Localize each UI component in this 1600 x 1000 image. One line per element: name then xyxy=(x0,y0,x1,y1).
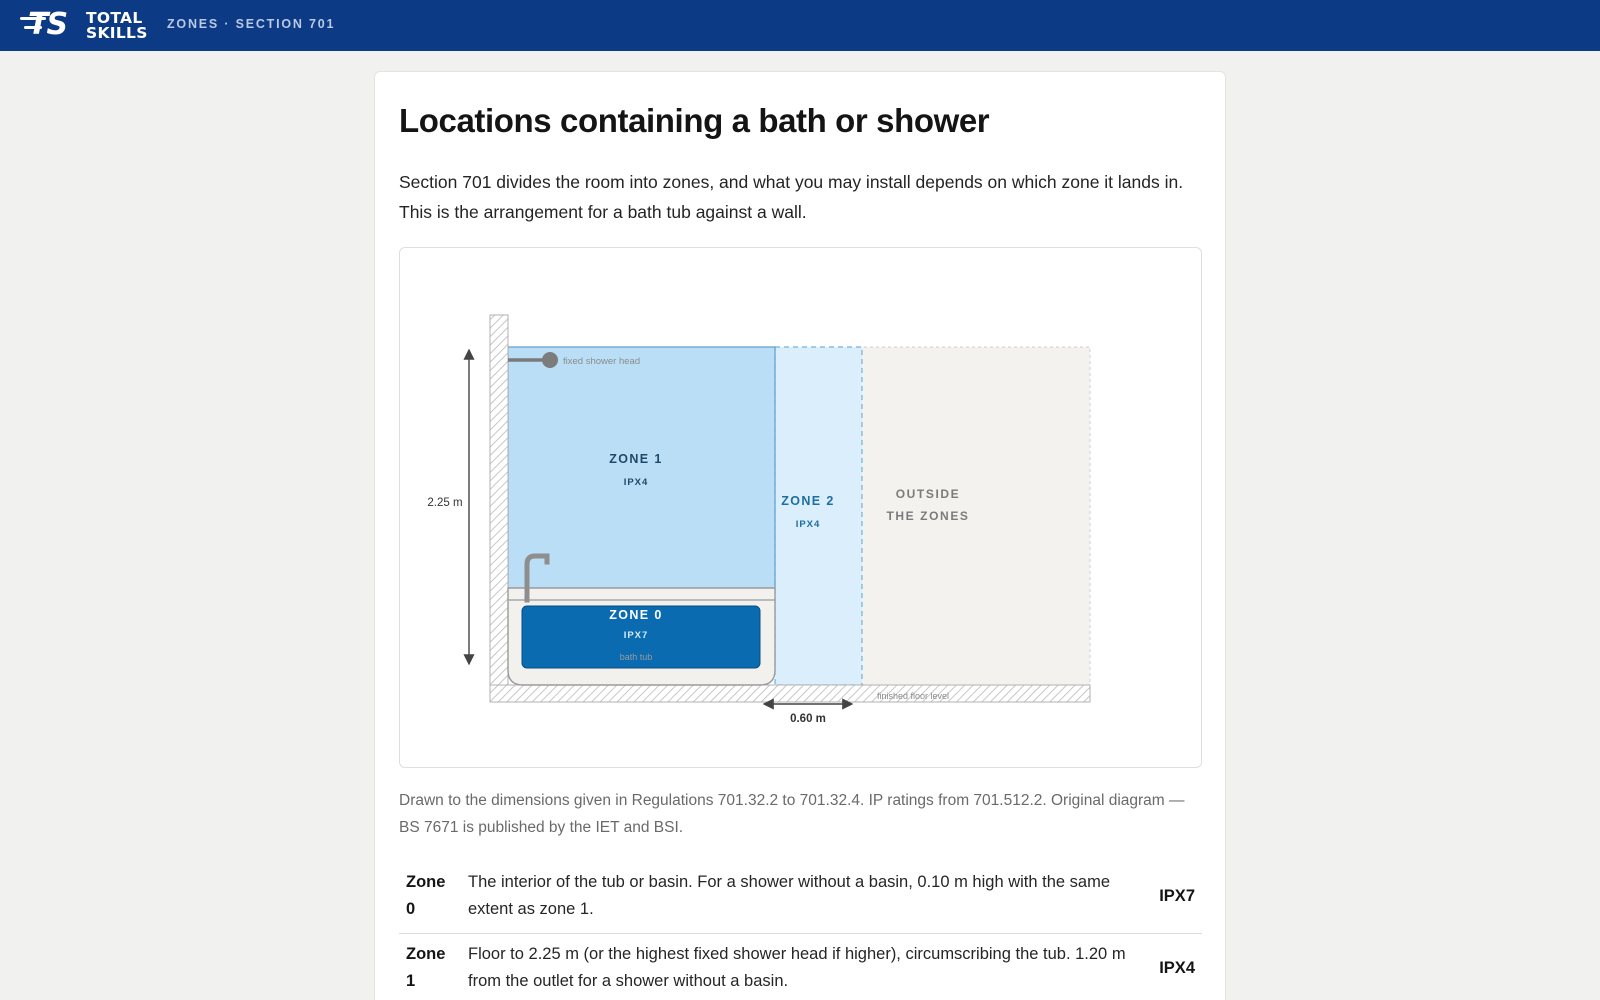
zones-diagram-frame xyxy=(399,247,1202,768)
zone-1-ip: IPX4 xyxy=(623,477,649,488)
total-skills-logo[interactable] xyxy=(20,9,152,43)
zone-2-label: ZONE 2 xyxy=(781,494,835,508)
zone-1-area xyxy=(508,347,775,589)
floor xyxy=(490,685,1090,702)
zone-1-label: ZONE 1 xyxy=(609,452,663,466)
diagram-caption: Drawn to the dimensions given in Regulations 701.32.2 to 701.32.4. IP ratings from 701.512.2. Original diagram — BS 7671 is published by the IET and BSI. xyxy=(399,792,1185,836)
bath-tub-label: bath tub xyxy=(619,652,653,662)
floor-level-label: finished floor level xyxy=(877,691,950,701)
zones-table xyxy=(399,862,1202,1000)
outside-label-line-2: THE ZONES xyxy=(886,509,970,523)
zone-ip-rating: IPX4 xyxy=(1159,958,1195,977)
zone-2-area xyxy=(775,347,862,685)
zone-description: Floor to 2.25 m (or the highest fixed shower head if higher), circumscribing the tub. 1.20 m from the outlet for a shower without a basin. xyxy=(468,945,1126,990)
logo-line-1: TOTAL xyxy=(86,9,143,27)
zone-0-ip: IPX7 xyxy=(623,630,649,641)
logo-line-2: SKILLS xyxy=(86,24,148,42)
wall xyxy=(490,315,508,702)
ts-monogram-icon: TS xyxy=(20,9,80,43)
zone-0-label: ZONE 0 xyxy=(609,608,663,622)
intro-paragraph: Section 701 divides the room into zones, and what you may install depends on which zone it lands in. This is the arrangement for a bath tub against a wall. xyxy=(399,172,1184,222)
logo-wordmark xyxy=(86,11,148,41)
table-row xyxy=(399,934,1202,1000)
zone-ip-rating: IPX7 xyxy=(1159,886,1195,905)
article-card xyxy=(374,71,1226,1000)
zone-description: The interior of the tub or basin. For a shower without a basin, 0.10 m high with the same extent as zone 1. xyxy=(468,873,1111,918)
outside-label-line-1: OUTSIDE xyxy=(895,487,961,501)
breadcrumb: ZONES · SECTION 701 xyxy=(167,17,336,31)
page-title: Locations containing a bath or shower xyxy=(399,102,990,139)
shower-head-label: fixed shower head xyxy=(563,356,641,367)
width-dimension-label: 0.60 m xyxy=(790,713,826,725)
zones-diagram xyxy=(400,248,1203,769)
shower-head-icon xyxy=(542,352,558,368)
zone-name: Zone 1 xyxy=(406,945,446,990)
height-dimension-label: 2.25 m xyxy=(427,497,463,509)
zone-2-ip: IPX4 xyxy=(795,519,821,530)
top-bar xyxy=(0,0,1600,51)
table-row xyxy=(399,862,1202,934)
zone-name: Zone 0 xyxy=(406,873,446,918)
